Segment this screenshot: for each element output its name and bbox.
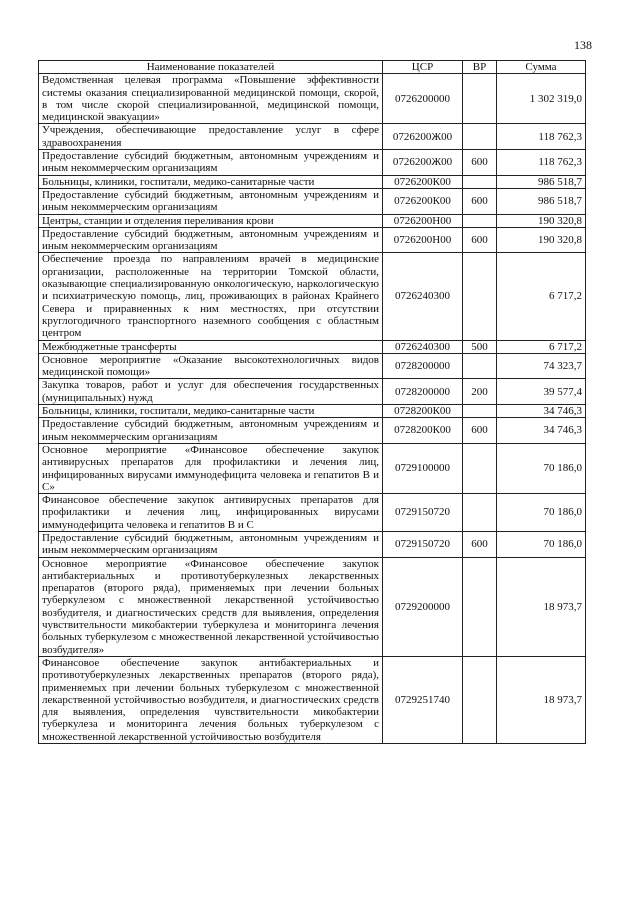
table-row bbox=[39, 124, 586, 150]
row-vr-cell: 600 bbox=[463, 531, 497, 557]
row-csr-cell: 0728200000 bbox=[383, 353, 463, 379]
row-name-cell: Предоставление субсидий бюджетным, автономным учреждениям и иным некоммерческим организациям bbox=[39, 188, 383, 214]
table-row bbox=[39, 656, 586, 743]
table-row bbox=[39, 340, 586, 353]
table-row bbox=[39, 175, 586, 188]
row-sum-cell: 190 320,8 bbox=[497, 227, 586, 253]
row-csr-cell: 0726240300 bbox=[383, 340, 463, 353]
row-sum-cell: 6 717,2 bbox=[497, 253, 586, 340]
row-sum-cell: 39 577,4 bbox=[497, 379, 586, 405]
row-csr-cell: 0726200Н00 bbox=[383, 214, 463, 227]
row-vr-cell: 600 bbox=[463, 418, 497, 444]
row-vr-cell bbox=[463, 443, 497, 493]
row-name-cell: Предоставление субсидий бюджетным, автономным учреждениям и иным некоммерческим организациям bbox=[39, 531, 383, 557]
table-row bbox=[39, 443, 586, 493]
row-name-cell: Основное мероприятие «Финансовое обеспечение закупок антибактериальных и противотуберкулезных лекарственных препаратов (второго ряда), применяемых при лечении больных туберкулезом с множественной лекарственной устойчивостью возбудителя, и диагностических средств для выявления, определения чувствительности микобактерии туберкулеза и мониторинга лечения больных туберкулезом с множественной лекарственной устойчивостью возбудителя» bbox=[39, 557, 383, 656]
row-csr-cell: 0726200К00 bbox=[383, 175, 463, 188]
row-csr-cell: 0728200К00 bbox=[383, 405, 463, 418]
row-name-cell: Межбюджетные трансферты bbox=[39, 340, 383, 353]
header-csr: ЦСР bbox=[383, 61, 463, 74]
row-sum-cell: 34 746,3 bbox=[497, 418, 586, 444]
table-row bbox=[39, 557, 586, 656]
row-sum-cell: 70 186,0 bbox=[497, 443, 586, 493]
row-name-cell: Больницы, клиники, госпитали, медико-санитарные части bbox=[39, 405, 383, 418]
row-vr-cell bbox=[463, 253, 497, 340]
row-name-cell: Финансовое обеспечение закупок антибактериальных и противотуберкулезных лекарственных препаратов (второго ряда), применяемых при лечении больных туберкулезом с множественной лекарственной устойчивостью возбудителя, и диагностических средств для выявления, определения чувствительности микобактерии туберкулеза и мониторинга лечения больных туберкулезом с множественной лекарственной устойчивостью возбудителя bbox=[39, 656, 383, 743]
row-name-cell: Финансовое обеспечение закупок антивирусных препаратов для профилактики и лечения лиц, инфицированных вирусами иммунодефицита человека и гепатитов В и С bbox=[39, 494, 383, 532]
row-sum-cell: 986 518,7 bbox=[497, 175, 586, 188]
table-row bbox=[39, 188, 586, 214]
table-body bbox=[39, 74, 586, 744]
row-vr-cell bbox=[463, 124, 497, 150]
row-sum-cell: 190 320,8 bbox=[497, 214, 586, 227]
row-vr-cell: 600 bbox=[463, 150, 497, 176]
row-name-cell: Основное мероприятие «Финансовое обеспечение закупок антивирусных препаратов для профилактики и лечения лиц, инфицированных вирусами иммунодефицита человека и гепатитов В и С» bbox=[39, 443, 383, 493]
row-csr-cell: 0726200К00 bbox=[383, 188, 463, 214]
row-sum-cell: 986 518,7 bbox=[497, 188, 586, 214]
row-vr-cell bbox=[463, 656, 497, 743]
row-name-cell: Учреждения, обеспечивающие предоставление услуг в сфере здравоохранения bbox=[39, 124, 383, 150]
row-vr-cell bbox=[463, 214, 497, 227]
row-vr-cell bbox=[463, 353, 497, 379]
table-row bbox=[39, 74, 586, 124]
row-name-cell: Предоставление субсидий бюджетным, автономным учреждениям и иным некоммерческим организациям bbox=[39, 150, 383, 176]
table-row bbox=[39, 150, 586, 176]
row-sum-cell: 70 186,0 bbox=[497, 494, 586, 532]
row-sum-cell: 118 762,3 bbox=[497, 150, 586, 176]
row-csr-cell: 0729150720 bbox=[383, 531, 463, 557]
row-name-cell: Ведомственная целевая программа «Повышение эффективности системы оказания специализированной медицинской помощи, скорой, в том числе скорой специализированной, медицинской помощи, медицинской эвакуации» bbox=[39, 74, 383, 124]
row-csr-cell: 0726200Н00 bbox=[383, 227, 463, 253]
row-sum-cell: 34 746,3 bbox=[497, 405, 586, 418]
row-sum-cell: 18 973,7 bbox=[497, 656, 586, 743]
row-csr-cell: 0728200К00 bbox=[383, 418, 463, 444]
header-sum: Сумма bbox=[497, 61, 586, 74]
row-csr-cell: 0726240300 bbox=[383, 253, 463, 340]
row-sum-cell: 118 762,3 bbox=[497, 124, 586, 150]
row-name-cell: Предоставление субсидий бюджетным, автономным учреждениям и иным некоммерческим организациям bbox=[39, 418, 383, 444]
row-csr-cell: 0729200000 bbox=[383, 557, 463, 656]
table-row bbox=[39, 494, 586, 532]
table-row bbox=[39, 353, 586, 379]
table-row bbox=[39, 405, 586, 418]
row-csr-cell: 0726200000 bbox=[383, 74, 463, 124]
row-csr-cell: 0726200Ж00 bbox=[383, 124, 463, 150]
row-name-cell: Больницы, клиники, госпитали, медико-санитарные части bbox=[39, 175, 383, 188]
table-row bbox=[39, 253, 586, 340]
table-row bbox=[39, 227, 586, 253]
row-name-cell: Центры, станции и отделения переливания крови bbox=[39, 214, 383, 227]
row-sum-cell: 6 717,2 bbox=[497, 340, 586, 353]
row-vr-cell bbox=[463, 494, 497, 532]
row-name-cell: Предоставление субсидий бюджетным, автономным учреждениям и иным некоммерческим организациям bbox=[39, 227, 383, 253]
row-sum-cell: 70 186,0 bbox=[497, 531, 586, 557]
row-vr-cell: 500 bbox=[463, 340, 497, 353]
header-name: Наименование показателей bbox=[39, 61, 383, 74]
row-csr-cell: 0729150720 bbox=[383, 494, 463, 532]
table-header-row bbox=[39, 61, 586, 74]
row-csr-cell: 0729100000 bbox=[383, 443, 463, 493]
row-csr-cell: 0728200000 bbox=[383, 379, 463, 405]
row-vr-cell bbox=[463, 557, 497, 656]
row-csr-cell: 0729251740 bbox=[383, 656, 463, 743]
row-name-cell: Основное мероприятие «Оказание высокотехнологичных видов медицинской помощи» bbox=[39, 353, 383, 379]
table-row bbox=[39, 214, 586, 227]
row-sum-cell: 1 302 319,0 bbox=[497, 74, 586, 124]
header-vr: ВР bbox=[463, 61, 497, 74]
row-sum-cell: 74 323,7 bbox=[497, 353, 586, 379]
row-vr-cell: 200 bbox=[463, 379, 497, 405]
row-vr-cell: 600 bbox=[463, 188, 497, 214]
row-sum-cell: 18 973,7 bbox=[497, 557, 586, 656]
table-row bbox=[39, 531, 586, 557]
budget-table bbox=[38, 60, 586, 744]
table-row bbox=[39, 379, 586, 405]
row-vr-cell bbox=[463, 74, 497, 124]
row-vr-cell bbox=[463, 405, 497, 418]
row-csr-cell: 0726200Ж00 bbox=[383, 150, 463, 176]
row-name-cell: Обеспечение проезда по направлениям врачей в медицинские организации, расположенные на территории Томской области, оказывающие специализированную онкологическую, наркологическую и психиатрическую помощь, лиц, проживающих в районах Крайнего Севера и приравненных к ним местностях, при отсутствии круглогодичного транспортного наземного сообщения с областным центром bbox=[39, 253, 383, 340]
row-vr-cell bbox=[463, 175, 497, 188]
page-number: 138 bbox=[574, 38, 592, 52]
row-name-cell: Закупка товаров, работ и услуг для обеспечения государственных (муниципальных) нужд bbox=[39, 379, 383, 405]
table-row bbox=[39, 418, 586, 444]
row-vr-cell: 600 bbox=[463, 227, 497, 253]
